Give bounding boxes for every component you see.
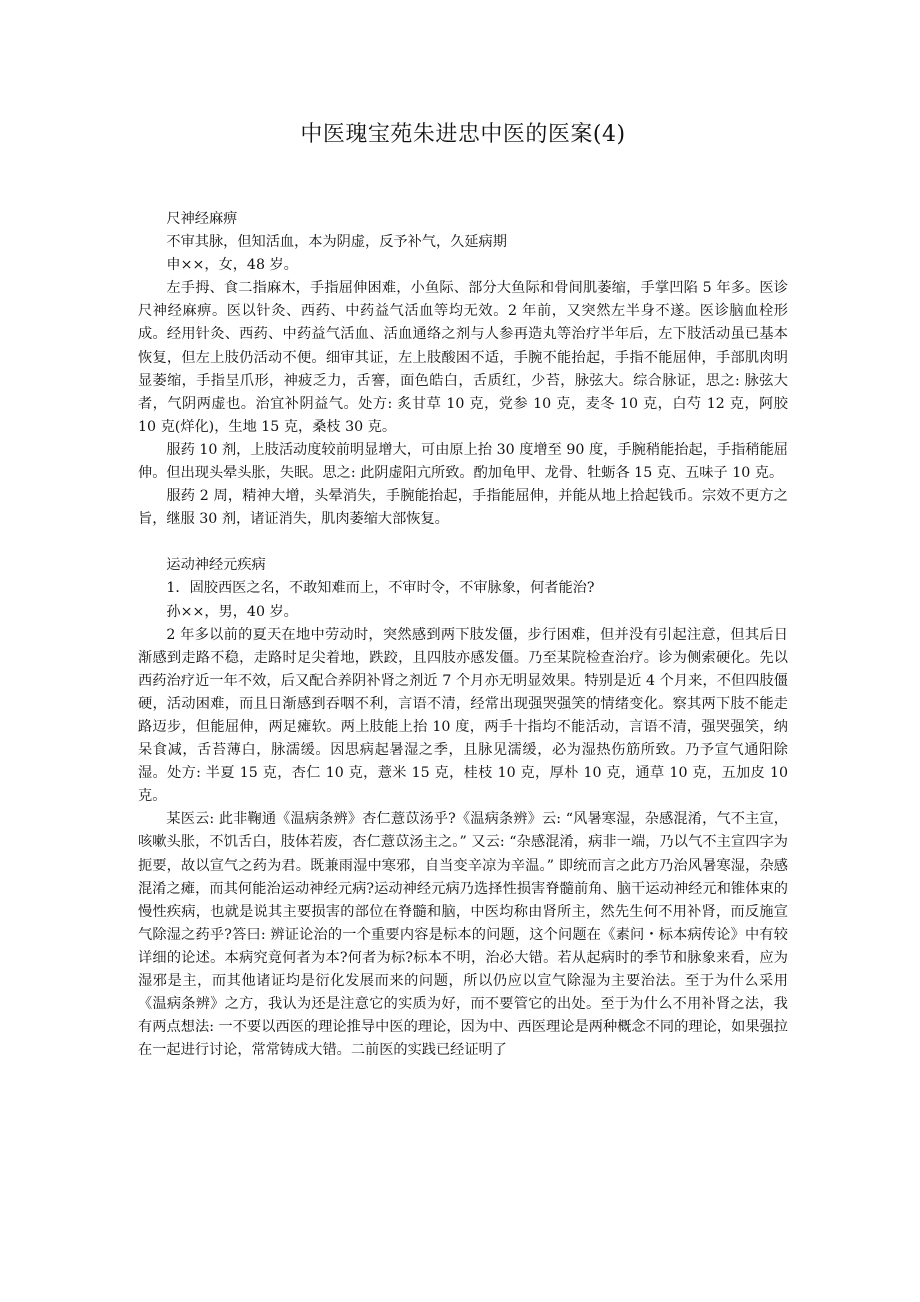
section2-paragraph: 2 年多以前的夏天在地中劳动时，突然感到两下肢发僵，步行困难，但并没有引起注意，但其后日渐感到走路不稳，走路时足尖着地，跌跤，且四肢亦感发僵。乃至某院检查治疗。诊为侧索硬化。先以西药治疗近一年不效，后又配合养阴补肾之剂近 7 个月亦无明显效果。特别是近 4 个月来，不但四肢僵硬，活动困难，而且日渐感到吞咽不利，言语不清，经常出现强哭强笑的情绪变化。察其两下肢不能走路迈步，但能屈伸，两足瘫软。两上肢能上抬 10 度，两手十指均不能活动，言语不清，强哭强笑，纳呆食减，舌苔薄白，脉濡缓。因思病起暑湿之季，且脉见濡缓，必为湿热伤筋所致。乃予宣气通阳除湿。处方: 半夏 15 克，杏仁 10 克，薏米 15 克，桂枝 10 克，厚朴 10 克，通草 10 克，五加皮 10 克。 [138, 626, 788, 805]
section1-paragraph: 左手拇、食二指麻木，手指屈伸困难，小鱼际、部分大鱼际和骨间肌萎缩，手掌凹陷 5 年多。医诊尺神经麻痹。医以针灸、西药、中药益气活血等均无效。2 年前，又突然左半身不遂。医诊脑血栓形成。经用针灸、西药、中药益气活血、活血通络之剂与人参再造丸等治疗半年后，左下肢活动虽已基本恢复，但左上肢仍活动不便。细审其证，左上肢酸困不适，手腕不能抬起，手指不能屈伸，手部肌肉明显萎缩，手指呈爪形，神疲乏力，舌謇，面色皓白，舌质红，少苔，脉弦大。综合脉证，思之: 脉弦大者，气阴两虚也。治宜补阴益气。处方: 炙甘草 10 克，党参 10 克，麦冬 10 克，白芍 12 克，阿胶 10 克(烊化)，生地 15 克，桑枝 30 克。 [138, 280, 788, 435]
section2-patient: 孙××，男，40 岁。 [166, 603, 298, 620]
section-spacer [138, 531, 788, 554]
section1-paragraph: 服药 10 剂，上肢活动度较前明显增大，可由原上抬 30 度增至 90 度，手腕稍能抬起，手指稍能屈伸。但出现头晕头胀，失眠。思之: 此阴虚阳亢所致。酌加龟甲、龙骨、牡蛎各 15 克、五味子 10 克。 [138, 441, 788, 482]
section2-heading: 运动神经元疾病 [166, 557, 266, 574]
document-title: 中医瑰宝苑朱进忠中医的医案(4) [300, 122, 626, 147]
section2-subheading: 1．固胶西医之名，不敢知难而上，不审时令，不审脉象，何者能治? [166, 580, 595, 597]
section1-paragraph: 服药 2 周，精神大增，头晕消失，手腕能抬起，手指能屈伸，并能从地上拾起钱币。宗效不更方之旨，继服 30 剂，诸证消失，肌肉萎缩大部恢复。 [138, 488, 788, 528]
section1-heading: 尺神经麻痹 [166, 211, 238, 227]
section1-patient: 申××，女，48 岁。 [166, 257, 298, 274]
section1-subheading: 不审其脉，但知活血，本为阴虚，反予补气，久延病期 [166, 234, 507, 251]
document-body [138, 208, 788, 1062]
section2-paragraph: 某医云: 此非鞠通《温病条辨》杏仁薏苡汤乎?《温病条辨》云: “风暑寒湿，杂感混淆，气不主宣，咳嗽头胀，不饥舌白，肢体若废，杏仁薏苡汤主之。” 又云: “杂感混淆，病非一端，乃以气不主宣四字为扼要，故以宣气之药为君。既兼雨湿中寒邪，自当变辛凉为辛温。” 即统而言之此方乃治风暑寒湿，杂感混淆之瘫，而其何能治运动神经元病?运动神经元病乃选择性损害脊髓前角、脑干运动神经元和锥体束的慢性疾病，也就是说其主要损害的部位在脊髓和脑，中医均称由肾所主，然先生何不用补肾，而反施宣气除湿之药乎?答曰: 辨证论治的一个重要内容是标本的问题，这个问题在《素问・标本病传论》中有较详细的论述。本病究竟何者为本?何者为标?标本不明，治必大错。若从起病时的季节和脉象来看，应为湿邪是主，而其他诸证均是衍化发展而来的问题，所以仍应以宣气除湿为主要治法。至于为什么采用《温病条辨》之方，我认为还是注意它的实质为好，而不要管它的出处。至于为什么不用补肾之法，我有两点想法: 一不要以西医的理论推导中医的理论，因为中、西医理论是两种概念不同的理论，如果强拉在一起进行讨论，常常铸成大错。二前医的实践已经证明了 [138, 811, 788, 1059]
